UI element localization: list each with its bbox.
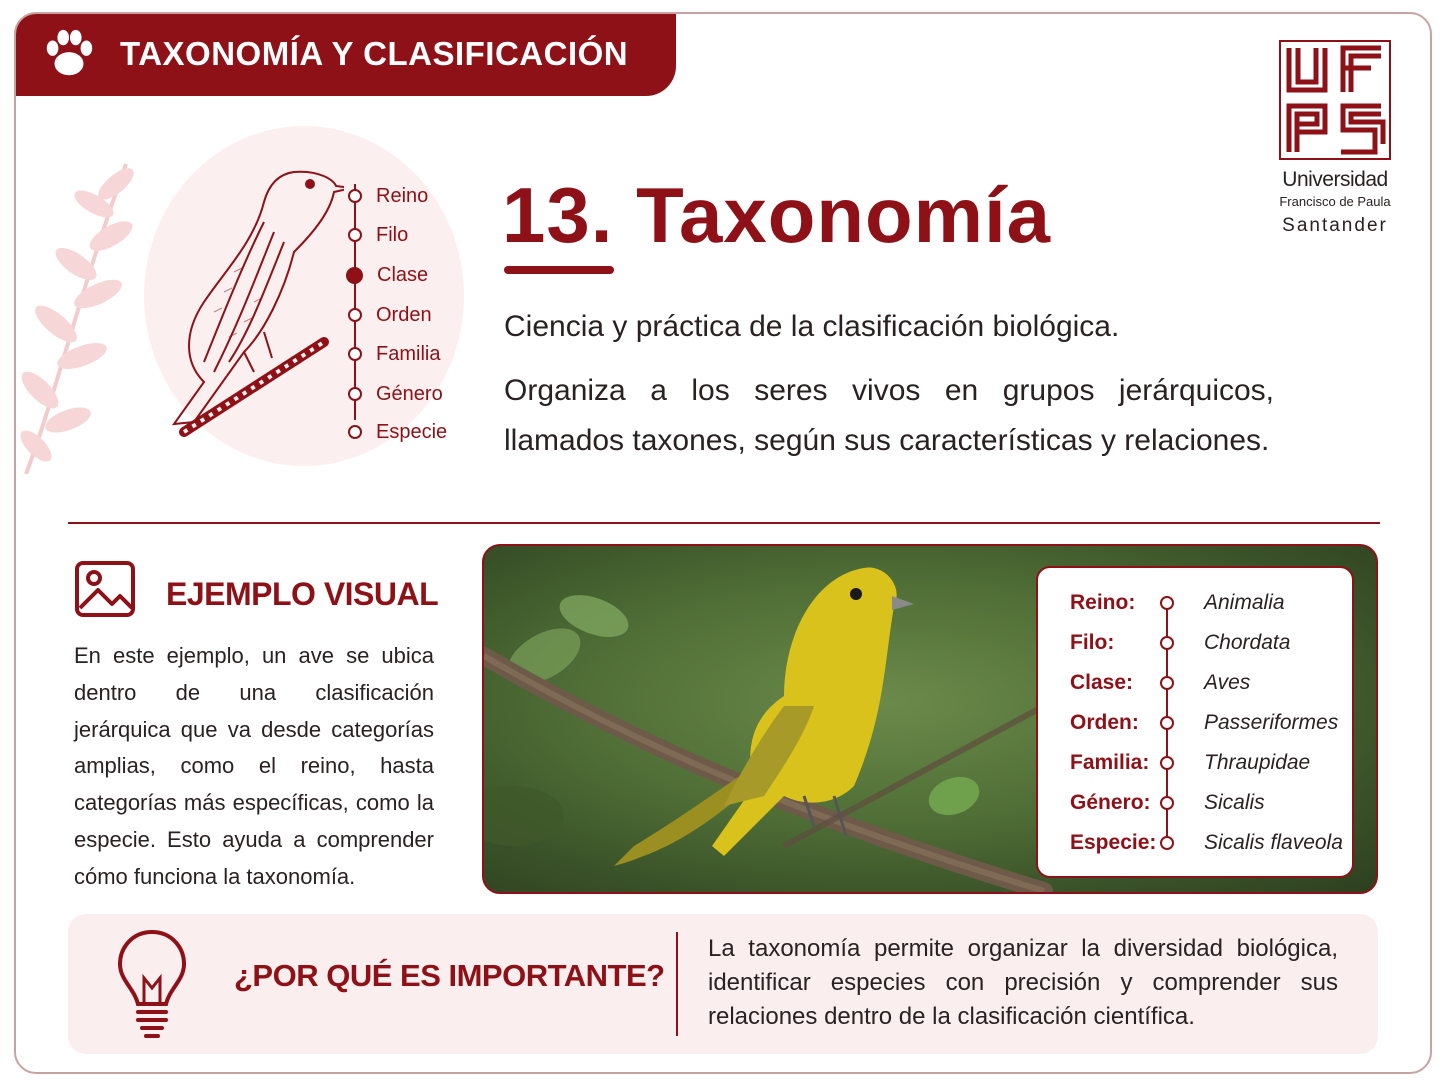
rank-label: Especie bbox=[376, 420, 448, 443]
header-banner bbox=[14, 12, 676, 96]
example-title: EJEMPLO VISUAL bbox=[166, 576, 439, 612]
classification-dot bbox=[1160, 636, 1174, 650]
classification-key: Clase: bbox=[1070, 671, 1134, 694]
logo-text-universidad: Universidad bbox=[1282, 168, 1388, 191]
classification-value: Passeriformes bbox=[1204, 711, 1339, 734]
rank-item bbox=[346, 223, 408, 247]
rank-item bbox=[346, 420, 447, 444]
importance-description: La taxonomía permite organizar la diversidad biológica, identificar especies con precisión y comprender sus relaciones dentro de la clasificación científica. bbox=[708, 935, 1338, 1030]
rank-dot bbox=[348, 387, 362, 401]
classification-key: Familia: bbox=[1070, 751, 1150, 774]
image-icon bbox=[74, 560, 136, 618]
classification-row bbox=[1038, 708, 1356, 738]
ufps-monogram-icon bbox=[1279, 40, 1391, 160]
rank-item bbox=[346, 303, 432, 327]
classification-key: Género: bbox=[1070, 791, 1151, 814]
rank-hierarchy-list bbox=[346, 170, 456, 443]
classification-dot bbox=[1160, 596, 1174, 610]
importance-section bbox=[68, 914, 1378, 1054]
bird-photo-panel bbox=[482, 544, 1378, 894]
rank-item-active bbox=[346, 263, 428, 287]
logo-text-santander: Santander bbox=[1282, 215, 1388, 236]
classification-row bbox=[1038, 828, 1356, 858]
classification-value: Chordata bbox=[1204, 631, 1291, 654]
importance-separator bbox=[676, 932, 678, 1036]
classification-value: Aves bbox=[1204, 671, 1251, 694]
section-divider bbox=[68, 522, 1380, 524]
classification-row bbox=[1038, 588, 1356, 618]
header-title: TAXONOMÍA Y CLASIFICACIÓN bbox=[120, 35, 629, 72]
classification-table bbox=[1036, 566, 1354, 878]
rank-dot bbox=[348, 347, 362, 361]
page-title: 13. Taxonomía bbox=[502, 171, 1052, 259]
rank-label: Clase bbox=[377, 263, 429, 286]
rank-label: Filo bbox=[376, 223, 409, 246]
lightbulb-icon bbox=[116, 928, 188, 1040]
definition-line-1: Ciencia y práctica de la clasificación biológica. bbox=[504, 310, 1120, 343]
classification-row bbox=[1038, 628, 1356, 658]
rank-label: Reino bbox=[376, 184, 429, 207]
title-underline bbox=[504, 266, 614, 274]
infographic-card bbox=[14, 12, 1432, 1074]
rank-dot bbox=[348, 308, 362, 322]
rank-dot bbox=[348, 228, 362, 242]
rank-item bbox=[346, 184, 428, 208]
classification-value: Animalia bbox=[1204, 591, 1285, 614]
rank-label: Género bbox=[376, 382, 443, 405]
rank-dot-active bbox=[346, 267, 363, 284]
classification-key: Orden: bbox=[1070, 711, 1139, 734]
leaf-branch-decoration bbox=[16, 144, 156, 474]
classification-value: Thraupidae bbox=[1204, 751, 1311, 774]
university-logo bbox=[1274, 40, 1396, 250]
importance-title: ¿POR QUÉ ES IMPORTANTE? bbox=[234, 958, 665, 993]
classification-value: Sicalis flaveola bbox=[1204, 831, 1343, 854]
classification-key: Especie: bbox=[1070, 831, 1157, 854]
definition-line-2: Organiza a los seres vivos en grupos jerárquicos, llamados taxones, según sus características y relaciones. bbox=[504, 374, 1274, 457]
rank-label: Orden bbox=[376, 303, 432, 326]
rank-item bbox=[346, 382, 443, 406]
rank-dot bbox=[348, 189, 362, 203]
classification-key: Reino: bbox=[1070, 591, 1136, 614]
classification-row bbox=[1038, 788, 1356, 818]
classification-row bbox=[1038, 668, 1356, 698]
classification-dot bbox=[1160, 756, 1174, 770]
rank-item bbox=[346, 342, 440, 366]
rank-label: Familia bbox=[376, 342, 441, 365]
rank-dot bbox=[348, 425, 362, 439]
classification-dot bbox=[1160, 676, 1174, 690]
classification-row bbox=[1038, 748, 1356, 778]
classification-dot bbox=[1160, 796, 1174, 810]
classification-key: Filo: bbox=[1070, 631, 1115, 654]
classification-dot bbox=[1160, 716, 1174, 730]
logo-text-francisco: Francisco de Paula bbox=[1279, 194, 1391, 209]
classification-value: Sicalis bbox=[1204, 791, 1265, 814]
paw-icon bbox=[40, 25, 98, 83]
classification-dot bbox=[1160, 836, 1174, 850]
example-description: En este ejemplo, un ave se ubica dentro de una clasificación jerárquica que va desde categorías amplias, como el reino, hasta categorías más específicas, como la especie. Esto ayuda a comprender cómo funciona la taxonomía. bbox=[74, 643, 434, 889]
sketch-bird-illustration bbox=[144, 162, 344, 442]
